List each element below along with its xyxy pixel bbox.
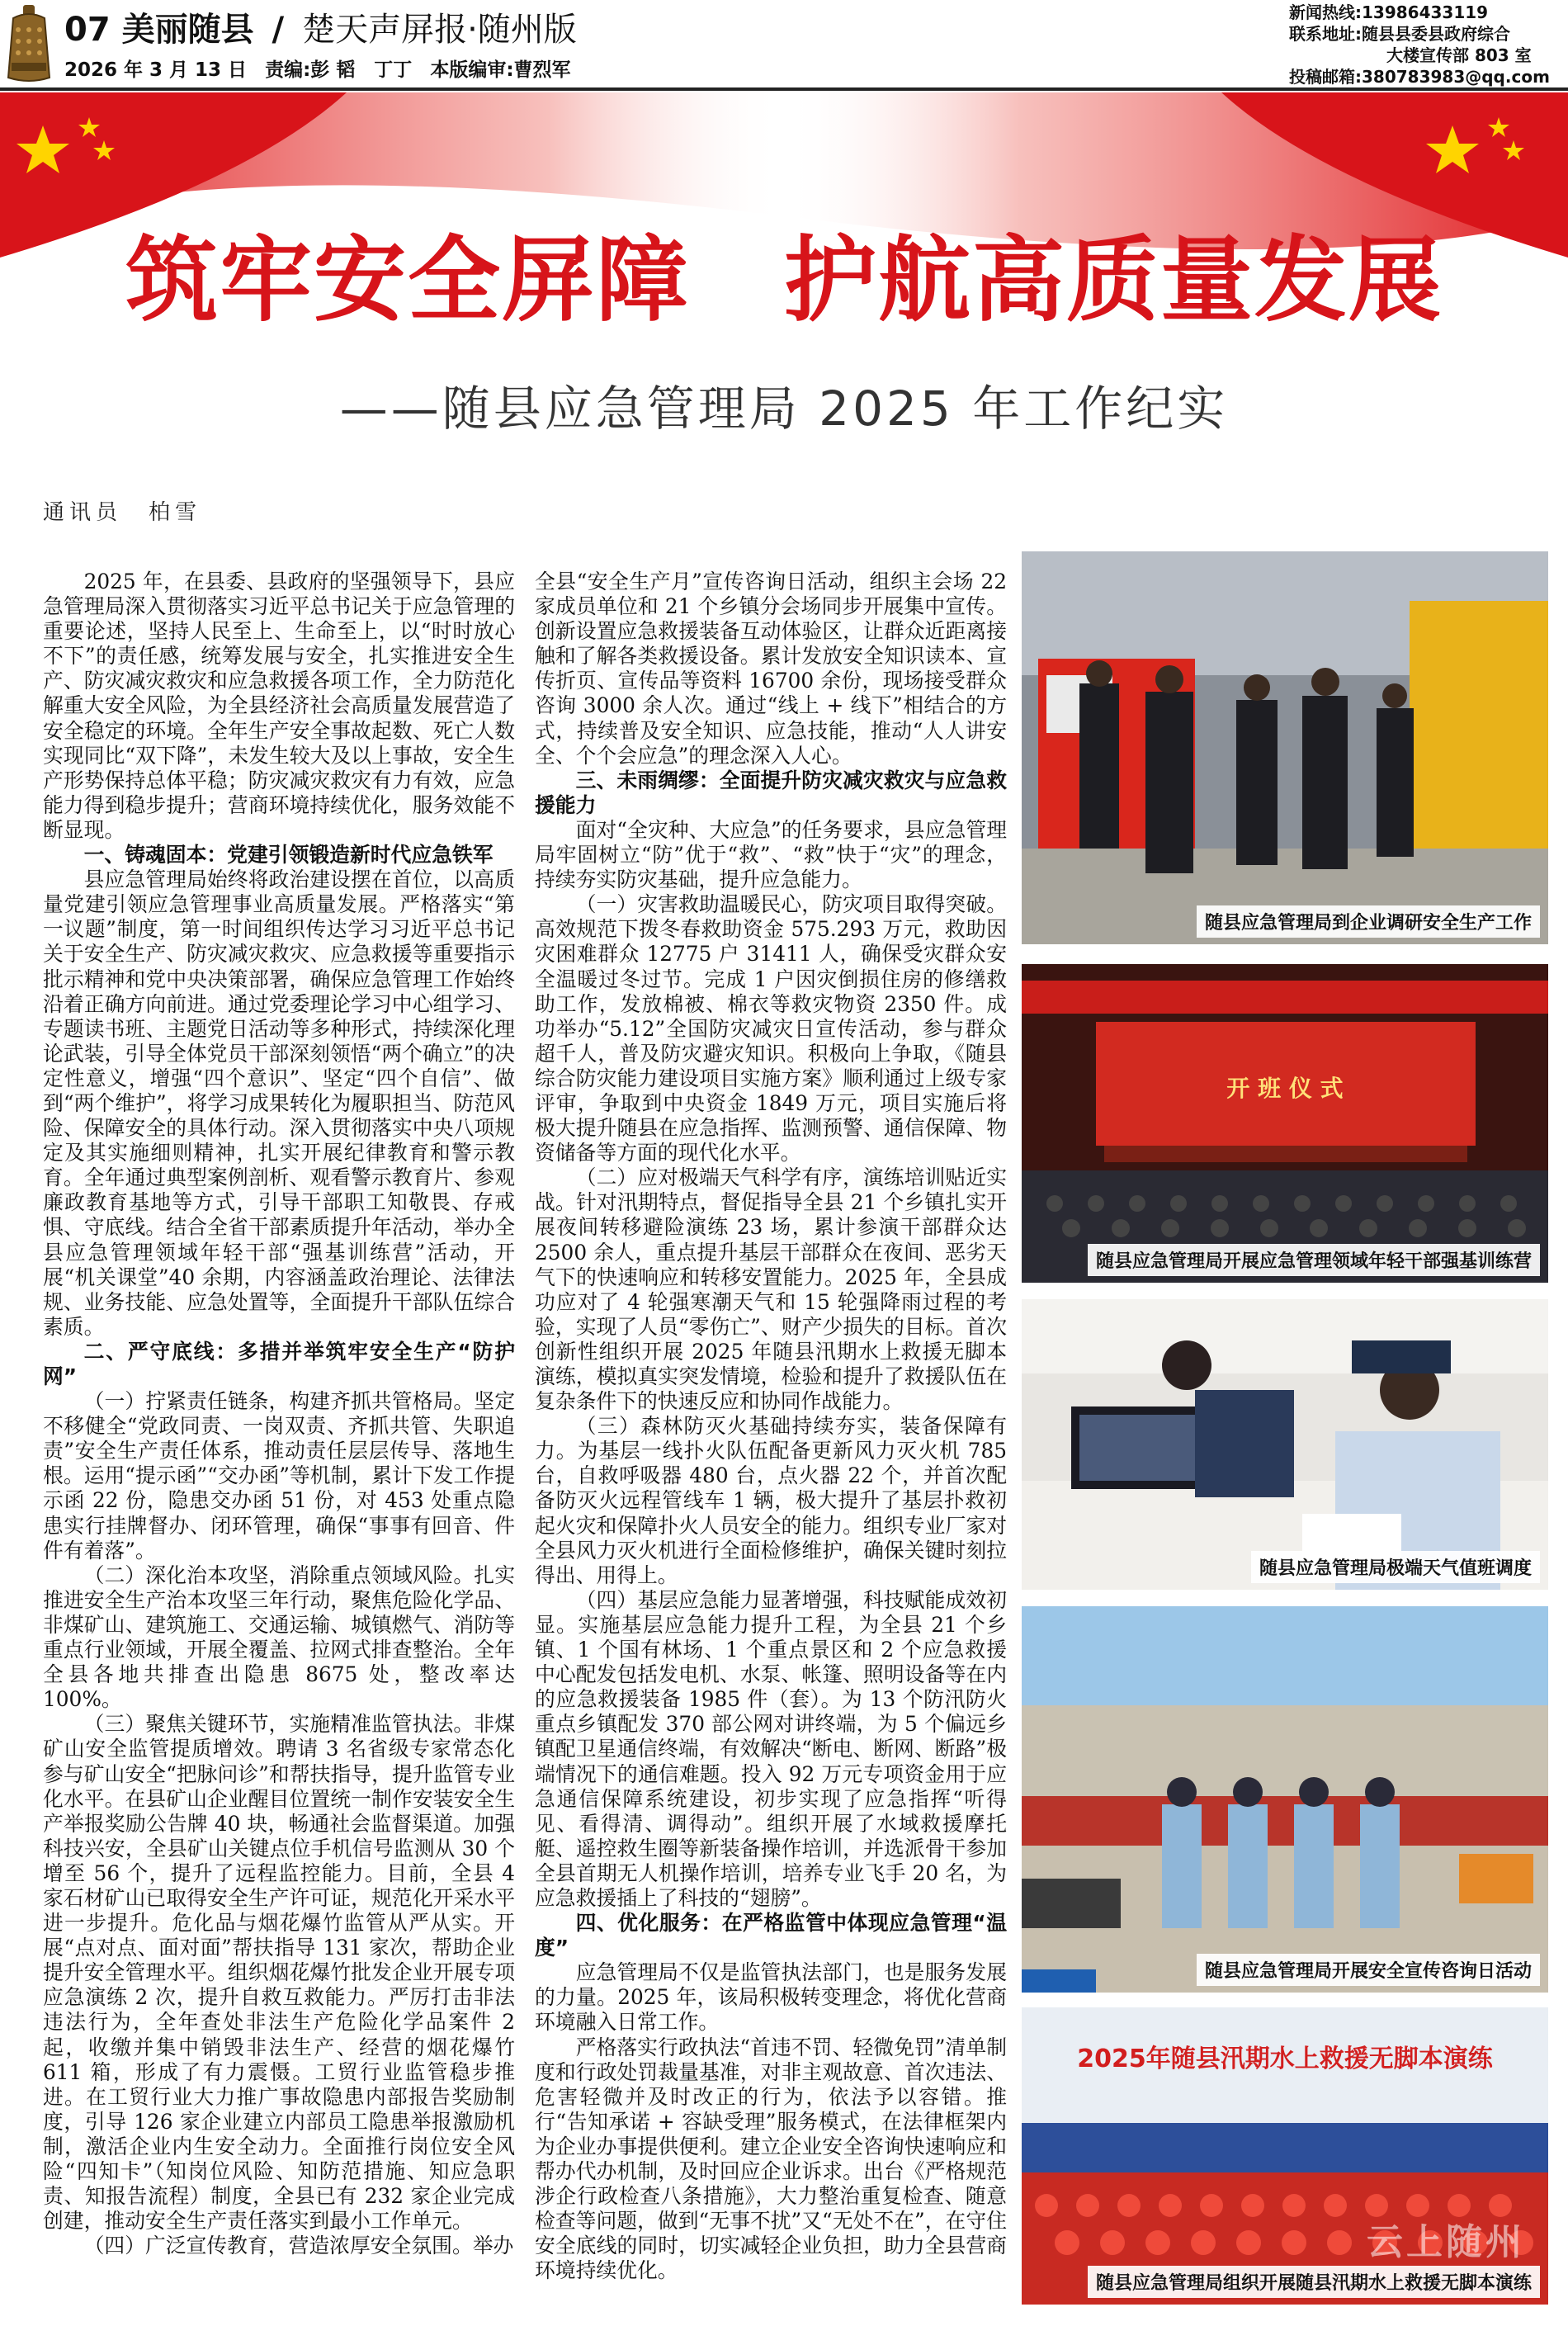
photo-training-camp [1022,964,1548,1283]
header-divider [0,87,1568,91]
photo-safety-day [1022,1606,1548,1993]
paragraph: 应急管理局不仅是监管执法部门，也是服务发展的力量。2025 年，该局积极转变理念，将优化营商环境融入日常工作。 [535,1960,1007,2035]
paragraph: （一）拧紧责任链条，构建齐抓共管格局。坚定不移健全“党政同责、一岗双责、齐抓共管、失职追责”安全生产责任体系，推动责任层层传导、落地生根。运用“提示函”“交办函”等机制，累计下发工作提示函 22 份，隐患交办函 51 份，对 453 处重点隐患实行挂牌督办、闭环管理，确保“事事有回音、件件有着落”。 [43,1389,515,1562]
contact-address-room: 大楼宣传部 803 室 [1386,45,1532,65]
subheadline: ——随县应急管理局 2025 年工作纪实 [339,381,1229,437]
training-camp-photo-icon [1022,964,1548,1283]
bronze-bell-logo-icon [5,3,53,86]
photo-caption: 随县应急管理局开展安全宣传咨询日活动 [1197,1954,1540,1986]
paragraph: 面对“全灾种、大应急”的任务要求，县应急管理局牢固树立“防”优于“救”、“救”快于“灾”的理念，持续夯实防灾基础，提升应急能力。 [535,817,1007,892]
paragraph: （三）聚焦关键环节，实施精准监管执法。非煤矿山安全监管提质增效。聘请 3 名省级专家常态化参与矿山安全“把脉问诊”和帮扶指导，提升监管专业化水平。在县矿山企业醒目位置统一制作安装安全生产举报奖励公告牌 40 块，畅通社会监督渠道。加强科技兴安，全县矿山关键点位手机信号监测从 30 个增至 56 个，提升了远程监控能力。目前，全县 4 家石材矿山已取得安全生产许可证，规范化开采水平进一步提升。危化品与烟花爆竹监管从严从实。开展“点对点、面对面”帮扶指导 131 家次，帮助企业提升安全管理水平。组织烟花爆竹批发企业开展专项应急演练 2 次，提升自救互救能力。严厉打击非法违法行为，全年查处非法生产危险化学品案件 2 起，收缴并集中销毁非法生产、经营的烟花爆竹 611 箱，形成了有力震慑。工贸行业监管稳步推进。在工贸行业大力推广事故隐患内部报告奖励制度，引导 126 家企业建立内部员工隐患举报激励机制，激活企业内生安全动力。全面推行岗位安全风险“四知卡”（知岗位风险、知防范措施、知应急职责、知报告流程）制度，全县已有 232 家企业完成创建，推动安全生产责任落实到最小工作单元。 [43,1712,515,2234]
photo-caption: 随县应急管理局开展应急管理领域年轻干部强基训练营 [1088,1244,1540,1276]
headline: 筑牢安全屏障 护航高质量发展 [125,227,1443,334]
paragraph: （三）森林防灭火基础持续夯实，装备保障有力。为基层一线扑火队伍配备更新风力灭火机 785 台，自救呼吸器 480 台，点火器 22 个，并首次配备防灭火远程管线车 1 辆，极大提升了基层扑救初起火灾和保障扑火人员安全的能力。组织专业厂家对全县风力灭火机进行全面检修维护，确保关键时刻拉得出、用得上。 [535,1414,1007,1587]
issue-date: 2026 年 3 月 13 日 [64,59,248,81]
photo-inspection [1022,551,1548,944]
paragraph: （二）深化治本攻坚，消除重点领域风险。扎实推进安全生产治本攻坚三年行动，聚焦危险化学品、非煤矿山、建筑施工、交通运输、城镇燃气、消防等重点行业领域，开展全覆盖、拉网式排查整治。全年全县各地共排查出隐患 8675 处，整改率达 100%。 [43,1562,515,1712]
banner-text: 2025年随县汛期水上救援无脚本演练 [1077,2045,1493,2073]
photo-caption: 随县应急管理局极端天气值班调度 [1251,1551,1540,1583]
paper-name: 楚天声屏报·随州版 [302,11,577,49]
contact-block [1289,2,1550,87]
byline: 通讯员 柏雪 [43,500,202,525]
banner-text: 开 班 仪 式 [1226,1075,1344,1102]
section-name: 美丽随县 [121,11,254,49]
masthead [0,0,1568,91]
paragraph: （四）基层应急能力显著增强，科技赋能成效初显。实施基层应急能力提升工程，为全县 21 个乡镇、1 个国有林场、1 个重点景区和 2 个应急救援中心配发包括发电机、水泵、帐篷、照明设备等在内的应急救援装备 1985 件（套）。为 13 个防汛防火重点乡镇配发 370 部公网对讲终端，为 5 个偏远乡镇配卫星通信终端，有效解决“断电、断网、断路”极端情况下的通信难题。投入 92 万元专项资金用于应急通信保障系统建设，初步实现了应急指挥“听得见、看得清、调得动”。组织开展了水域救援摩托艇、遥控救生圈等新装备操作培训，并选派骨干参加全县首期无人机操作培训，培养专业飞手 20 名，为应急救援插上了科技的“翅膀”。 [535,1587,1007,1910]
inspection-photo-icon [1022,551,1548,944]
paragraph: （一）灾害救助温暖民心，防灾项目取得突破。高效规范下拨冬春救助资金 575.293 万元，救助因灾困难群众 12775 户 31411 人，确保受灾群众安全温暖过冬过节。完成 1 户因灾倒损住房的修缮救助工作，发放棉被、棉衣等救灾物资 2350 件。成功举办“5.12”全国防灾减灾日宣传活动，参与群众超千人，普及防灾避灾知识。积极向上争取，《随县综合防灾能力建设项目实施方案》顺利通过上级专家评审，争取到中央资金 1849 万元，项目实施后将极大提升随县在应急指挥、监测预警、通信保障、物资储备等方面的现代化水平。 [535,892,1007,1165]
duty-dispatch-photo-icon [1022,1299,1548,1590]
paragraph: （二）应对极端天气科学有序，演练培训贴近实战。针对汛期特点，督促指导全县 21 个乡镇扎实开展夜间转移避险演练 23 场，累计参演干部群众达 2500 余人，重点提升基层干部群众在夜间、恶劣天气下的快速响应和转移安置能力。2025 年，全县成功应对了 4 轮强寒潮天气和 15 轮强降雨过程的考验，实现了人员“零伤亡”、财产少损失的目标。首次创新性组织开展 2025 年随县汛期水上救援无脚本演练，模拟真实突发情境，检验和提升了救援队伍在复杂条件下的快速反应和协同作战能力。 [535,1165,1007,1414]
paragraph: 县应急管理局始终将政治建设摆在首位，以高质量党建引领应急管理事业高质量发展。严格落实“第一议题”制度，第一时间组织传达学习习近平总书记关于安全生产、防灾减灾救灾、应急救援等重要指示批示精神和党中央决策部署，确保应急管理工作始终沿着正确方向前进。通过党委理论学习中心组学习、专题读书班、主题党日活动等多种形式，持续深化理论武装，引导全体党员干部深刻领悟“两个确立”的决定性意义，增强“四个意识”、坚定“四个自信”、做到“两个维护”，将学习成果转化为履职担当、防范风险、保障安全的具体行动。深入贯彻落实中央八项规定及其实施细则精神，扎实开展纪律教育和警示教育。全年通过典型案例剖析、观看警示教育片、参观廉政教育基地等方式，引导干部职工知敬畏、存戒惧、守底线。结合全省干部素质提升年活动，举办全县应急管理领域年轻干部“强基训练营”活动，开展“机关课堂”40 余期，内容涵盖政治理论、法律法规、业务技能、应急处置等，全面提升干部队伍综合素质。 [43,868,515,1339]
page-editor: 本版编审:曹烈军 [430,59,571,81]
section-heading: 三、未雨绸缪：全面提升防灾减灾救灾与应急救援能力 [535,768,1007,817]
photo-caption: 随县应急管理局组织开展随县汛期水上救援无脚本演练 [1088,2266,1540,2298]
news-hotline: 新闻热线:13986433119 [1289,2,1489,22]
photo-duty-dispatch [1022,1299,1548,1590]
section-heading: 一、铸魂固本：党建引领锻造新时代应急铁军 [83,843,494,868]
watermark-logo: 云上随州 [1367,2221,1525,2263]
page-title [64,3,577,50]
title-separator: / [272,11,285,49]
article-column-1 [43,570,515,2295]
editors: 责编:彭 韬 丁丁 [265,59,413,81]
section-heading: 四、优化服务：在严格监管中体现应急管理“温度” [535,1911,1007,1960]
section-heading: 二、严守底线：多措并举筑牢安全生产“防护网” [43,1339,515,1388]
paragraph: 全县“安全生产月”宣传咨询日活动，组织主会场 22 家成员单位和 21 个乡镇分会场同步开展集中宣传。创新设置应急救援装备互动体验区，让群众近距离接触和了解各类救援设备。累计发放安全知识读本、宣传折页、宣传品等资料 16700 余份，现场接受群众咨询 3000 余人次。通过“线上 + 线下”相结合的方式，持续普及安全知识、应急技能，推动“人人讲安全、个个会应急”的理念深入人心。 [535,570,1007,768]
paragraph: 2025 年，在县委、县政府的坚强领导下，县应急管理局深入贯彻落实习近平总书记关于应急管理的重要论述，坚持人民至上、生命至上，以“时时放心不下”的责任感，统筹发展与安全，扎实推进安全生产、防灾减灾救灾和应急救援各项工作，全力防范化解重大安全风险，为全县经济社会高质量发展营造了安全稳定的环境。全年生产安全事故起数、死亡人数实现同比“双下降”，未发生较大及以上事故，安全生产形势保持总体平稳；防灾减灾救灾有力有效，应急能力得到稳步提升；营商环境持续优化，服务效能不断显现。 [43,570,515,842]
submission-email: 投稿邮箱:380783983@qq.com [1289,67,1550,87]
contact-address: 联系地址:随县县委县政府综合 [1289,24,1510,44]
page-number: 07 [64,11,111,49]
article-column-2 [535,570,1007,2295]
paragraph: （四）广泛宣传教育，营造浓厚安全氛围。举办 [83,2234,514,2258]
safety-day-photo-icon [1022,1606,1548,1993]
dateline [64,54,583,82]
photo-caption: 随县应急管理局到企业调研安全生产工作 [1197,905,1540,938]
photo-rescue-drill [1022,2007,1548,2305]
paragraph: 严格落实行政执法“首违不罚、轻微免罚”清单制度和行政处罚裁量基准，对非主观故意、首次违法、危害轻微并及时改正的行为，依法予以容错。推行“告知承诺 + 容缺受理”服务模式，在法律框架内为企业办事提供便利。建立企业安全咨询快速响应和帮办代办机制，及时回应企业诉求。出台《严格规范涉企行政检查八条措施》，大力整治重复检查、随意检查等问题，做到“无事不扰”又“无处不在”，在守住安全底线的同时，切实减轻企业负担，助力全县营商环境持续优化。 [535,2035,1007,2283]
